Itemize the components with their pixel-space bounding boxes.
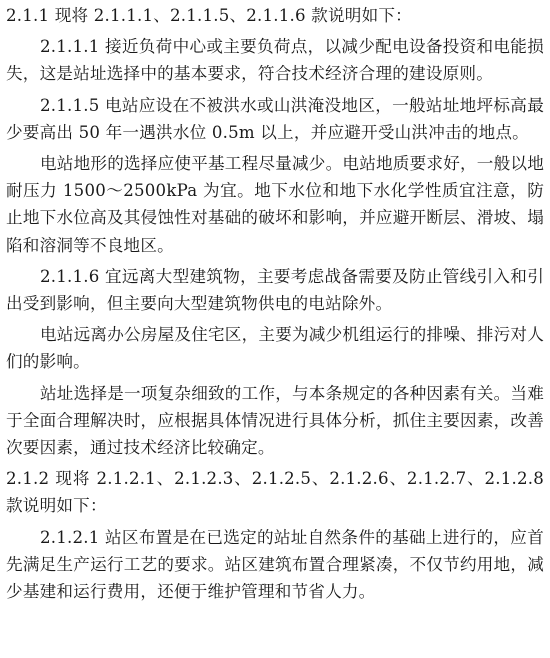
clause-2-1-2-1: 2.1.2.1 站区布置是在已选定的站址自然条件的基础上进行的，应首先满足生产运行工艺的要求。站区建筑布置合理紧凑，不仅节约用地，减少基建和运行费用，还便于维护管理和节省人力。 — [6, 527, 544, 602]
clause-2-1-1-6: 2.1.1.6 宜远离大型建筑物，主要考虑战备需要及防止管线引入和引出受到影响，但主要向大型建筑物供电的电站除外。 — [6, 266, 544, 314]
clause-2-1-1-6-residential: 电站远离办公房屋及住宅区，主要为减少机组运行的排噪、排污对人们的影响。 — [6, 325, 544, 372]
clause-2-1-2-intro: 2.1.2 现将 2.1.2.1、2.1.2.3、2.1.2.5、2.1.2.6、2.1.2.7、2.1.2.8 款说明如下： — [6, 469, 544, 516]
clause-2-1-1-1: 2.1.1.1 接近负荷中心或主要负荷点，以减少配电设备投资和电能损失，这是站址选择中的基本要求，符合技术经济合理的建设原则。 — [6, 37, 544, 84]
clause-2-1-1-site-selection-note: 站址选择是一项复杂细致的工作，与本条规定的各种因素有关。当难于全面合理解决时，应根据具体情况进行具体分析，抓住主要因素，改善次要因素，通过技术经济比较确定。 — [6, 383, 544, 458]
clause-2-1-1-intro: 2.1.1 现将 2.1.1.1、2.1.1.5、2.1.1.6 款说明如下： — [6, 6, 412, 25]
clause-2-1-1-5: 2.1.1.5 电站应设在不被洪水或山洪淹没地区，一般站址地坪标高最少要高出 50 年一遇洪水位 0.5m 以上，并应避开受山洪冲击的地点。 — [6, 95, 544, 142]
clause-2-1-1-5-terrain: 电站地形的选择应使平基工程尽量减少。电站地质要求好，一般以地耐压力 1500～2500kPa 为宜。地下水位和地下水化学性质宜注意，防止地下水位高及其侵蚀性对基础的破坏和影响，并应避开断层、滑坡、塌陷和溶洞等不良地区。 — [6, 154, 544, 255]
